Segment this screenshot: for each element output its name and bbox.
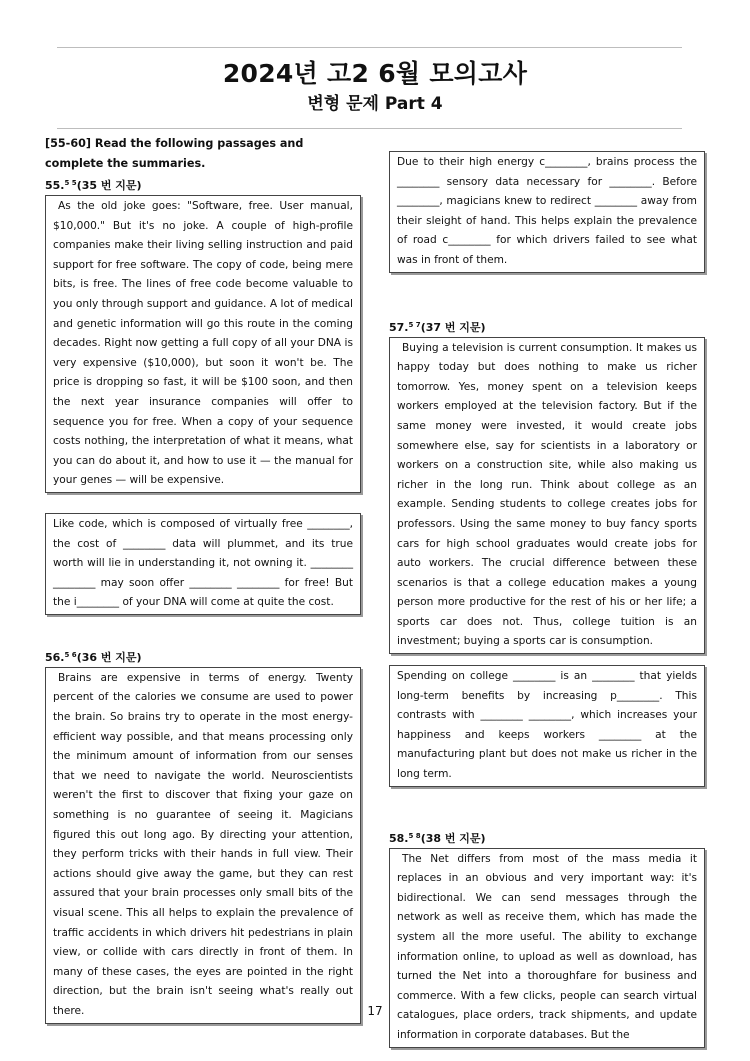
question-source-label: (38 번 지문) [420, 831, 486, 845]
header-bottom-rule [57, 128, 682, 129]
question-source-label: (35 번 지문) [76, 179, 142, 192]
question-57-heading [389, 316, 705, 337]
question-55-passage: As the old joke goes: "Software, free. User manual, $10,000." But it's no joke. A couple of high-profile companies make their living selling instruction and paid support for free software. The copy of code, being mere bits, is free. The lines of free code become valuable to you only through support and guidance. A lot of medical and genetic information will go this route in the coming decades. Right now getting a full copy of all your DNA is very expensive ($10,000), but soon it won't be. The price is dropping so fast, it will be $100 soon, and then the next year insurance companies will offer to sequence you for free. When a copy of your sequence costs nothing, the interpretation of what it means, what you can do about it, and how to use it — the manual for your genes — will be expensive. [45, 195, 361, 493]
question-number: 58. [389, 831, 409, 845]
header-top-rule [57, 47, 682, 48]
question-number: 55. [45, 179, 65, 192]
question-source-label: (36 번 지문) [76, 650, 142, 664]
question-58-heading [389, 827, 705, 848]
left-column [45, 134, 361, 1024]
question-56-summary: Due to their high energy c________, brains process the ________ sensory data necessary for ________. Before ________, magicians knew to redirect ________ away from their sleight of hand. This helps explain the prevalence of road c________ for which drivers failed to see what was in front of them. [389, 151, 705, 273]
right-column [389, 151, 705, 1048]
question-57-passage: Buying a television is current consumption. It makes us happy today but does nothing to make us richer tomorrow. Yes, money spent on a television keeps workers employed at the television factory. But if the same money were invested, it would create jobs somewhere else, say for scientists in a laboratory or workers on a construction site, while also making us richer in the long run. Think about college as an example. Sending students to college creates jobs for professors. Using the same money to buy fancy sports cars for high school graduates would create jobs for auto workers. The crucial difference between these scenarios is that a college education makes a young person more productive for the rest of his or her life; a sports car does not. Thus, college tuition is an investment; buying a sports car is consumption. [389, 337, 705, 655]
question-number: 56. [45, 650, 65, 664]
page-subtitle: 변형 문제 Part 4 [307, 94, 443, 114]
question-55-summary: Like code, which is composed of virtually free ________, the cost of ________ data will plummet, and its true worth will lie in understanding it, not owning it. ________ ________ may soon offer ________ ________ for free! But the i________ of your DNA will come at quite the cost. [45, 513, 361, 615]
page-title: 2024년 고2 6월 모의고사 [222, 59, 528, 88]
question-number: 57. [389, 320, 409, 334]
page-number: 17 [367, 1004, 383, 1018]
question-57-summary: Spending on college ________ is an ________ that yields long-term benefits by increasing p________. This contrasts with ________ ________, which increases your happiness and keeps workers ________ at the manufacturing plant but does not make us richer in the long term. [389, 665, 705, 787]
instructions: [55-60] Read the following passages and complete the summaries. [45, 137, 304, 170]
question-source-label: (37 번 지문) [420, 320, 486, 334]
question-superscript: 5 6 [64, 650, 77, 659]
question-superscript: 5 8 [408, 831, 421, 840]
question-55-heading [45, 174, 361, 195]
question-56-heading [45, 646, 361, 667]
question-superscript: 5 7 [408, 320, 421, 329]
question-superscript: 5 5 [64, 179, 77, 187]
question-56-passage: Brains are expensive in terms of energy. Twenty percent of the calories we consume are used to power the brain. So brains try to operate in the most energy-efficient way possible, and that means processing only the minimum amount of information from our senses that we need to navigate the world. Neuroscientists weren't the first to discover that fixing your gaze on something is no guarantee of seeing it. Magicians figured this out long ago. By directing your attention, they perform tricks with their hands in full view. Their actions should give away the game, but they can rest assured that your brain processes only small bits of the visual scene. This all helps to explain the prevalence of traffic accidents in which drivers hit pedestrians in plain view, or collide with cars directly in front of them. In many of these cases, the eyes are pointed in the right direction, but the brain isn't seeing what's really out there. [45, 667, 361, 1024]
question-58-passage: The Net differs from most of the mass media it replaces in an obvious and very important way: it's bidirectional. We can send messages through the network as well as receive them, which has made the system all the more useful. The ability to exchange information online, to upload as well as download, has turned the Net into a thoroughfare for business and commerce. With a few clicks, people can search virtual catalogues, place orders, track shipments, and update information in corporate databases. But the [389, 848, 705, 1048]
